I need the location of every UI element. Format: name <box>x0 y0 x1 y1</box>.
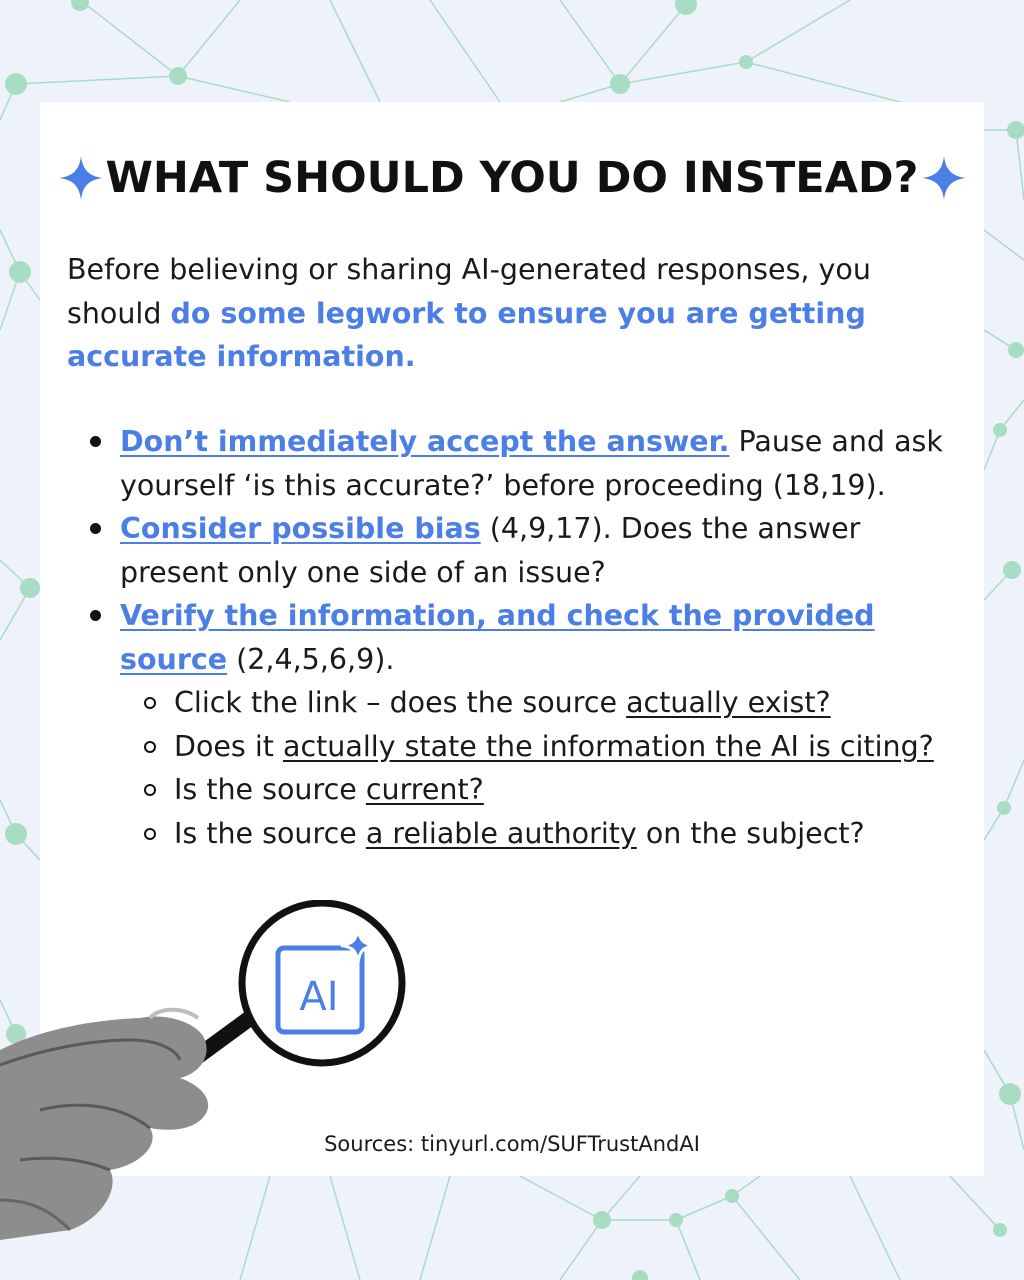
hollow-bullet <box>144 697 156 709</box>
advice-text: (4,9,17). Does the answer present only one side of an issue? <box>120 512 861 589</box>
sources-line: Sources: tinyurl.com/SUFTrustAndAI <box>324 1132 700 1156</box>
sub-text: Click the link – does the source <box>174 686 627 719</box>
intro-text: Before believing or sharing AI-generated responses, you should <box>67 253 871 330</box>
list-item <box>120 507 970 594</box>
advice-text: Pause and ask yourself ‘is this accurate?’ before proceeding (18,19). <box>120 425 943 502</box>
sparkle-icon <box>921 155 967 201</box>
sub-underlined: actually exist? <box>626 686 831 719</box>
sub-underlined: a reliable authority <box>365 816 637 850</box>
sub-text: Is the source <box>174 773 366 806</box>
title-row <box>40 150 984 206</box>
sub-underlined: current? <box>365 773 484 806</box>
ai-badge-label: AI <box>299 974 339 1020</box>
advice-link-accept[interactable]: Don’t immediately accept the answer. <box>120 425 730 458</box>
advice-link-bias[interactable]: Consider possible bias <box>120 512 481 545</box>
magnifier-hand-illustration <box>0 900 420 1280</box>
sublist-item <box>174 812 970 856</box>
sub-text: on the subject? <box>636 816 865 850</box>
advice-link-verify[interactable]: Verify the information, and check the provided source <box>120 599 875 676</box>
list-item <box>120 420 970 507</box>
hollow-bullet <box>144 828 156 840</box>
intro-paragraph <box>67 248 947 379</box>
sparkle-icon <box>58 155 104 201</box>
intro-highlight: do some legwork to ensure you are getting accurate information. <box>67 296 866 373</box>
sub-text: Is the source <box>174 816 366 850</box>
advice-list <box>120 420 970 855</box>
bullet <box>90 610 101 621</box>
sub-underlined: actually state the information the AI is citing? <box>282 729 934 763</box>
list-item <box>120 594 970 855</box>
sublist-item <box>174 768 970 812</box>
bullet <box>90 523 101 534</box>
advice-text: (2,4,5,6,9). <box>227 642 395 676</box>
verify-sublist <box>120 681 970 855</box>
hollow-bullet <box>144 741 156 753</box>
sub-text: Does it <box>174 729 283 763</box>
page-title: WHAT SHOULD YOU DO INSTEAD? <box>105 153 919 203</box>
sublist-item <box>174 681 970 725</box>
sublist-item <box>174 725 970 769</box>
hollow-bullet <box>144 784 156 796</box>
bullet <box>90 436 101 447</box>
